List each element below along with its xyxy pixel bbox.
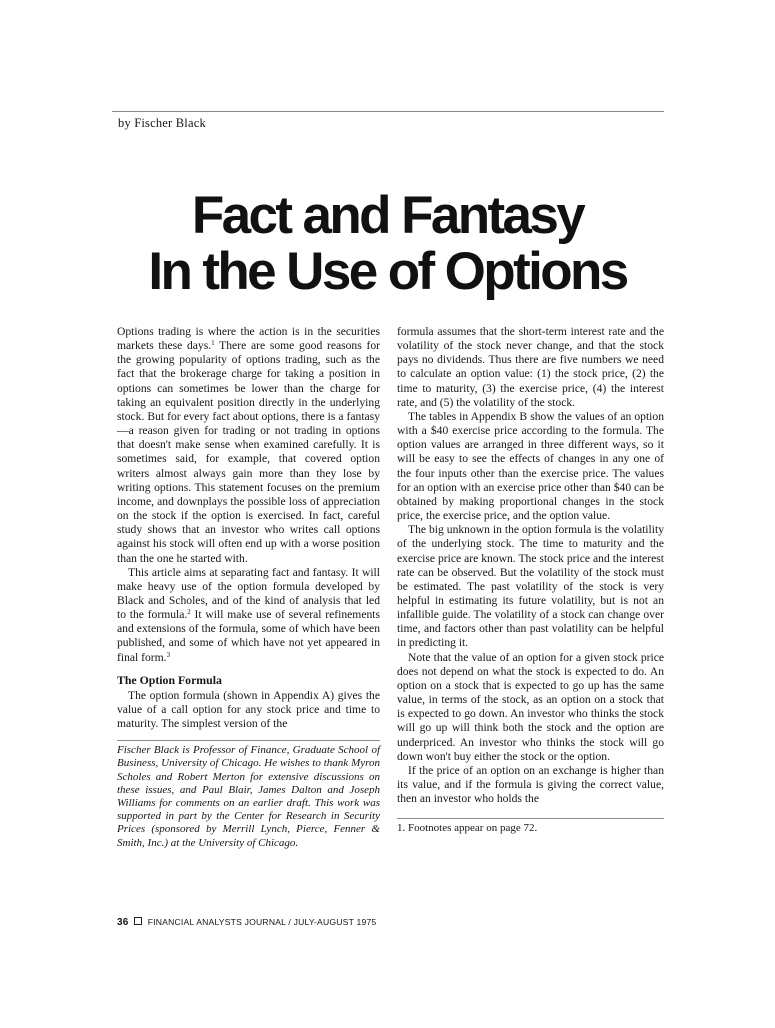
byline: by Fischer Black [118, 116, 206, 130]
article-title [0, 188, 775, 300]
paragraph: formula assumes that the short-term interest rate and the volatility of the stock never change, and that the stock pays no dividends. Thus there are five numbers we need to calculate an option value: (1) the stock price, (2) the time to maturity, (3) the exercise price, (4) the interest rate, and (5) the volatility of the stock. [397, 325, 664, 409]
box-icon [134, 917, 142, 925]
paragraph: The big unknown in the option formula is the volatility of the underlying stock. The time to maturity and the exercise price are known. The stock price and the interest rate can be observed. But the volatility of the stock must be estimated. The past volatility of the stock is very helpful in estimating its future volatility, but is not an infallible guide. The volatility of a stock can change over time, and factors other than past volatility can be helpful in predicting it. [397, 523, 664, 650]
paragraph: If the price of an option on an exchange is higher than its value, and if the formula is giving the correct value, then an investor who holds the [397, 763, 664, 806]
paragraph: The option formula (shown in Appendix A) gives the value of a call option for any stock price and time to maturity. The simplest version of the [117, 688, 380, 731]
text: Options trading is where the action is in the securities markets these days. [117, 325, 380, 353]
footnote-ref: 1 [211, 339, 215, 348]
paragraph: Note that the value of an option for a given stock price does not depend on what the stock is expected to do. An option on a stock that is expected to go up has the same value, in terms of the stock, as an option on a stock that is expected to go down. An investor who thinks the stock will go up will think both the stock and the option are underpriced. An investor who thinks the stock will go down won't buy either the stock or the option. [397, 650, 664, 763]
footnote: 1. Footnotes appear on page 72. [397, 822, 538, 835]
bio-rule [117, 740, 380, 741]
author-bio: Fischer Black is Professor of Finance, Graduate School of Business, University of Chicago. He wishes to thank Myron Scholes and Robert Merton for extensive discussions on these issues, and Paul Blair, James Dalton and Joseph Williams for comments on an earlier draft. This work was supported in part by the Center for Research in Security Prices (sponsored by Merrill Lynch, Pierce, Fenner & Smith, Inc.) at the University of Chicago. [117, 744, 380, 849]
footnote-rule [397, 818, 664, 819]
text: This article aims at separating fact and fantasy. It will make heavy use of the option formula developed by Black and Scholes, and of the kind of analysis that led to the formula. [117, 565, 380, 622]
text: It will make use of several refinements and extensions of the formula, some of which have been published, and some of which have not yet appeared in final form. [117, 608, 380, 664]
top-rule [112, 111, 664, 112]
page-number: 36 [117, 917, 129, 928]
paragraph: The tables in Appendix B show the values of an option with a $40 exercise price according to the formula. The option values are arranged in three different ways, so it will be easy to see the effects of changes in any one of the four inputs other than the exercise price. The values for an option with an exercise price other than $40 can be obtained by making proportional changes in the stock price, the exercise price, and the option value. [397, 409, 664, 523]
footnote-ref: 3 [166, 650, 171, 659]
title-line-2: In the Use of Options [148, 242, 627, 301]
section-heading: The Option Formula [117, 672, 222, 687]
paragraph [117, 325, 380, 566]
title-line-1: Fact and Fantasy [191, 186, 584, 245]
text: There are some good reasons for the growing popularity of options trading, such as the fact that the brokerage charge for taking a position in options can sometimes be lower than the charge for taking an equivalent position directly in the underlying stock. But for every fact about options, there is a fantasy—a reason given for trading or not trading in options that doesn't make sense when examined carefully. It is sometimes said, for example, that covered option writers almost always gain more than they lose by writing options. This statement focuses on the premium income, and downplays the possible loss of appreciation on the stock if the option is exercised. In fact, careful study shows that an investor who writes call options against his stock will often end up with a worse position than the one he started with. [117, 339, 380, 565]
left-column [117, 325, 380, 850]
right-column [397, 325, 664, 835]
page-footer [117, 917, 376, 928]
journal-name: FINANCIAL ANALYSTS JOURNAL / JULY-AUGUST 1975 [147, 917, 377, 927]
footnote-ref: 2 [187, 608, 191, 617]
paragraph [117, 566, 380, 665]
